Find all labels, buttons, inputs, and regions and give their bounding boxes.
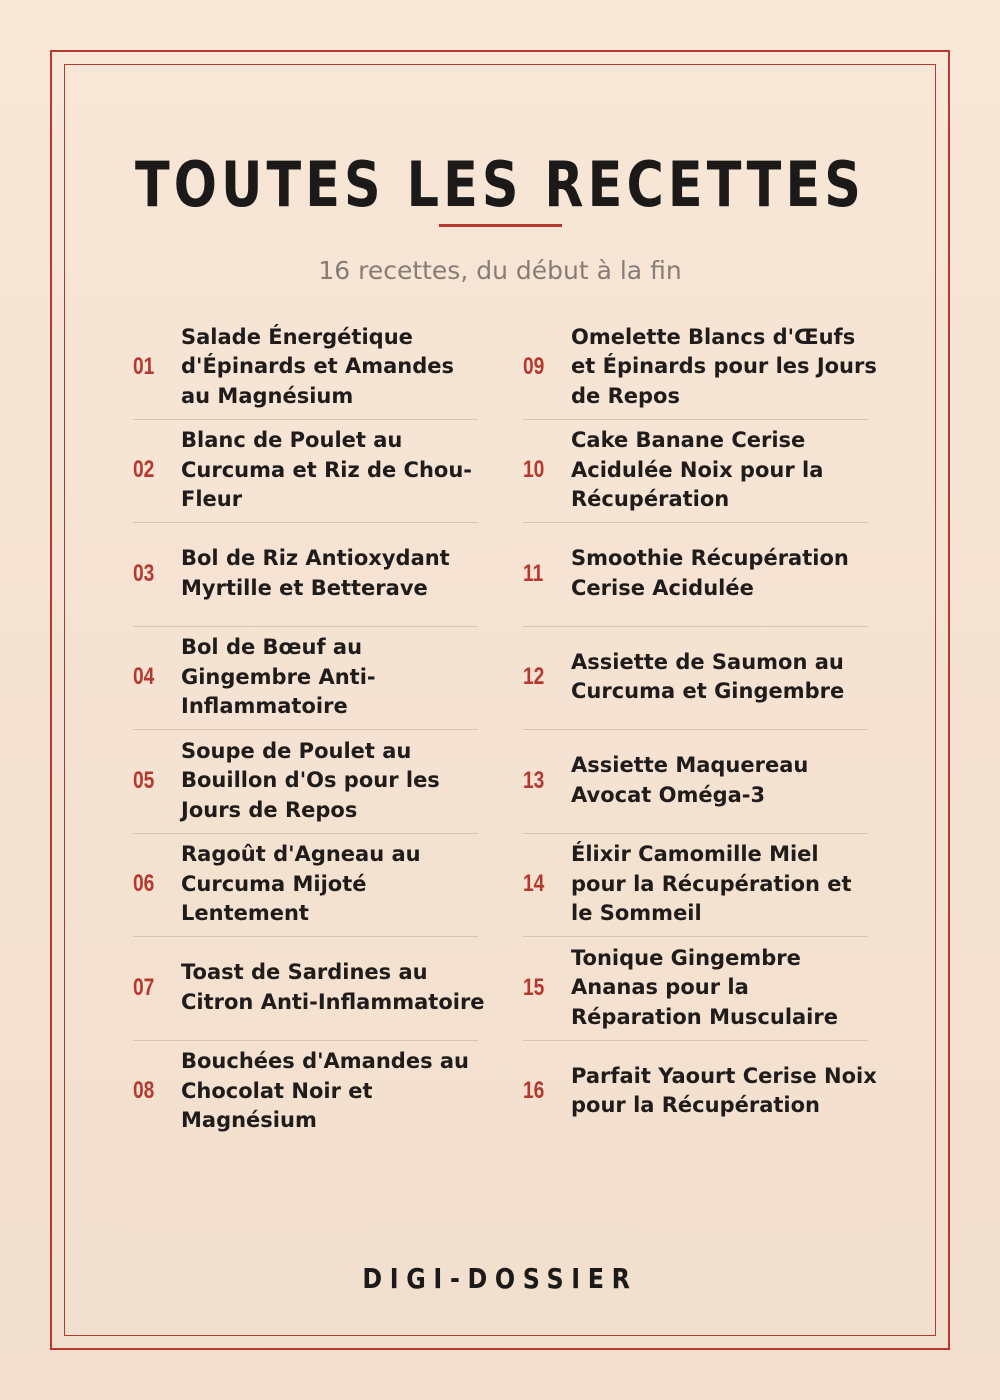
page-subtitle: 16 recettes, du début à la fin xyxy=(318,256,682,285)
recipe-item xyxy=(133,522,478,626)
recipe-name: Ragoût d'Agneau au Curcuma Mijoté Lentement xyxy=(181,842,421,925)
recipe-name: Assiette Maquereau Avocat Oméga-3 xyxy=(571,753,809,807)
recipe-item xyxy=(133,833,478,937)
recipe-number: 02 xyxy=(133,456,155,484)
recipe-list-left xyxy=(133,315,485,1143)
recipe-item xyxy=(133,936,485,1040)
recipe-number: 04 xyxy=(133,663,155,691)
recipe-number: 11 xyxy=(523,559,544,587)
recipe-item xyxy=(133,626,478,730)
recipe-name: Parfait Yaourt Cerise Noix pour la Récupération xyxy=(571,1063,877,1118)
recipe-number: 16 xyxy=(523,1077,545,1105)
recipe-name: Toast de Sardines au Citron Anti-Inflammatoire xyxy=(181,960,485,1014)
brand-footer: DIGI-DOSSIER xyxy=(362,1262,638,1295)
recipe-number: 08 xyxy=(133,1077,155,1105)
recipe-name: Omelette Blancs d'Œufs et Épinards pour les Jours de Repos xyxy=(571,324,877,408)
recipe-number: 15 xyxy=(523,973,545,1001)
recipe-item xyxy=(523,729,868,833)
recipe-name: Blanc de Poulet au Curcuma et Riz de Chou-Fleur xyxy=(181,428,473,511)
recipe-number: 06 xyxy=(133,870,155,898)
recipe-name: Assiette de Saumon au Curcuma et Gingembre xyxy=(571,649,845,704)
recipe-item xyxy=(133,1040,478,1144)
recipe-name: Smoothie Récupération Cerise Acidulée xyxy=(571,546,849,600)
recipe-item xyxy=(133,315,478,419)
recipe-list-right xyxy=(523,315,877,1143)
recipe-item xyxy=(523,626,868,730)
recipe-item xyxy=(523,315,877,419)
recipe-number: 05 xyxy=(133,766,155,794)
recipe-number: 12 xyxy=(523,663,545,691)
recipe-item xyxy=(523,833,868,937)
recipe-name: Soupe de Poulet au Bouillon d'Os pour les Jours de Repos xyxy=(181,738,440,822)
recipe-name: Bol de Bœuf au Gingembre Anti-Inflammatoire xyxy=(181,635,376,718)
recipe-name: Bouchées d'Amandes au Chocolat Noir et Magnésium xyxy=(181,1049,470,1132)
recipe-name: Élixir Camomille Miel pour la Récupération et le Sommeil xyxy=(571,842,852,925)
recipe-item xyxy=(523,1040,877,1144)
recipe-name: Bol de Riz Antioxydant Myrtille et Betterave xyxy=(181,546,450,600)
recipe-name: Tonique Gingembre Ananas pour la Réparation Musculaire xyxy=(571,945,838,1029)
recipe-number: 14 xyxy=(523,870,545,898)
recipe-item xyxy=(523,936,868,1040)
title-underline xyxy=(439,224,562,227)
recipe-name: Cake Banane Cerise Acidulée Noix pour la Récupération xyxy=(571,428,824,511)
recipe-number: 10 xyxy=(523,456,545,484)
page-title: TOUTES LES RECETTES xyxy=(134,148,866,221)
recipe-item xyxy=(133,419,478,523)
recipe-item xyxy=(523,419,868,523)
recipe-name: Salade Énergétique d'Épinards et Amandes au Magnésium xyxy=(181,324,454,408)
recipe-item xyxy=(133,729,478,833)
recipe-number: 09 xyxy=(523,352,545,380)
recipe-number: 13 xyxy=(523,766,545,794)
recipe-number: 07 xyxy=(133,973,155,1001)
recipe-number: 01 xyxy=(133,352,155,380)
recipe-number: 03 xyxy=(133,559,155,587)
recipe-item xyxy=(523,522,868,626)
